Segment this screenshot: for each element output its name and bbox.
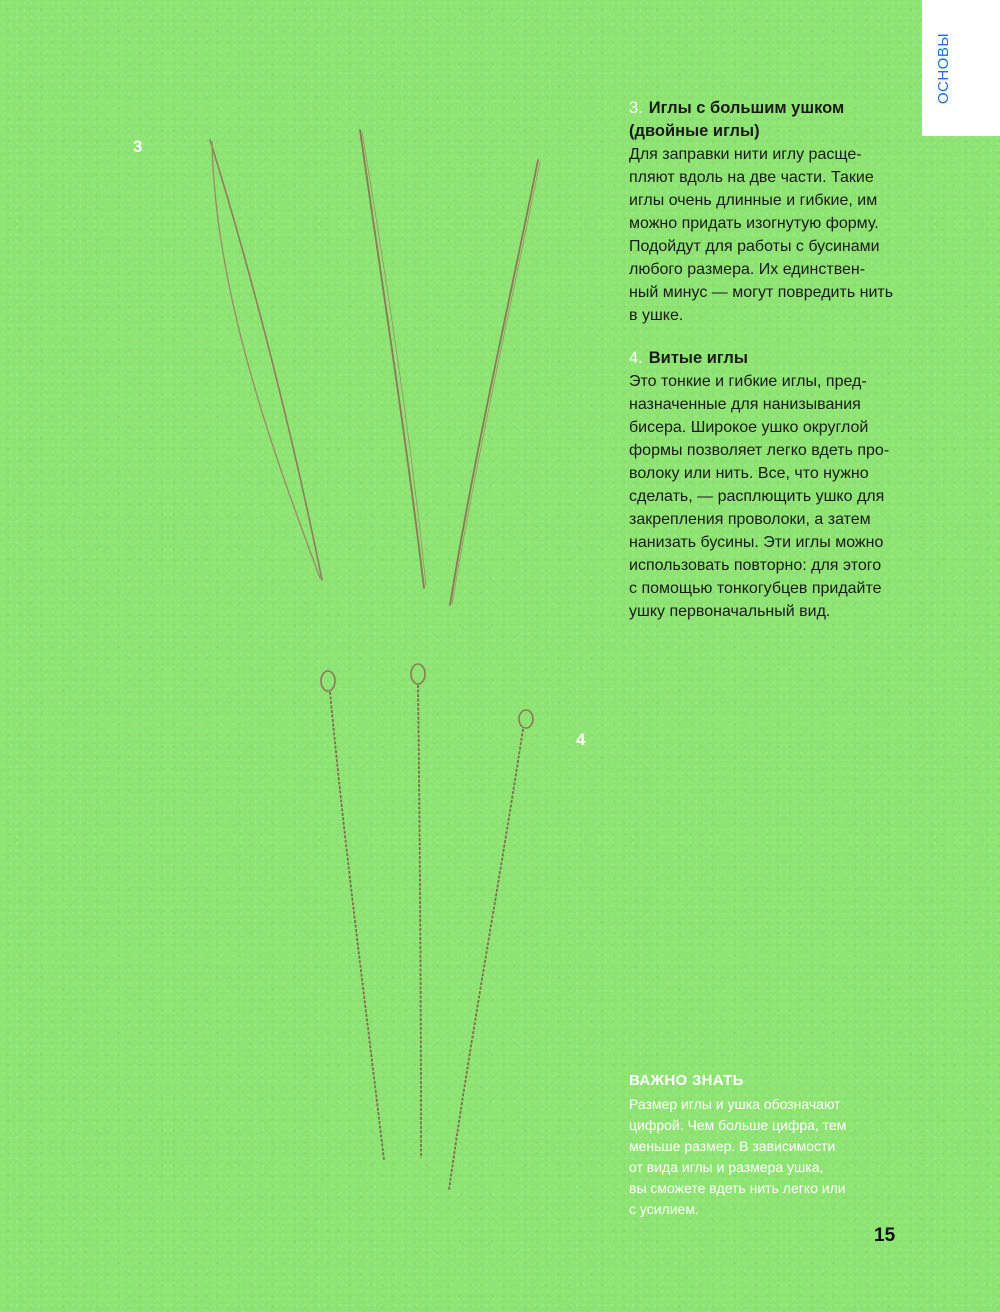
big-eye-needle-1 xyxy=(210,140,322,580)
note-body-line: вы сможете вдеть нить легко или xyxy=(629,1180,846,1196)
section-4-body-line: формы позволяет легко вдеть про- xyxy=(629,442,890,459)
section-3-title-line-2: (двойные иглы) xyxy=(629,122,760,140)
section-4-body-line: волоку или нить. Все, что нужно xyxy=(629,465,869,482)
section-4-title-line-1: Витые иглы xyxy=(648,349,748,367)
section-4-body-line: закрепления проволоки, а затем xyxy=(629,511,871,528)
section-3-body-line: в ушке. xyxy=(629,307,684,324)
section-3-number: 3. xyxy=(629,99,643,117)
section-4-body-line: бисера. Широкое ушко округлой xyxy=(629,419,869,436)
section-3-body-line: Подойдут для работы с бусинами xyxy=(629,238,880,255)
note-body-line: от вида иглы и размера ушка, xyxy=(629,1159,824,1175)
section-3-title-line-1: Иглы с большим ушком xyxy=(648,99,845,117)
note-body-line: Размер иглы и ушка обозначают xyxy=(629,1096,841,1112)
section-3-body-line: Для заправки нити иглу расще- xyxy=(629,146,862,163)
section-4-heading xyxy=(629,347,909,370)
section-4-body-line: нанизать бусины. Эти иглы можно xyxy=(629,534,884,551)
section-3-body-line: любого размера. Их единствен- xyxy=(629,261,866,278)
section-4-body-line: сделать, — расплющить ушко для xyxy=(629,488,885,505)
section-4-body-line: использовать повторно: для этого xyxy=(629,557,882,574)
note-body-line: меньше размер. В зависимости xyxy=(629,1138,836,1154)
figure-label-4: 4 xyxy=(576,730,586,749)
section-3 xyxy=(629,97,909,327)
section-3-body-line: пляют вдоль на две части. Такие xyxy=(629,169,874,186)
section-3-heading xyxy=(629,97,909,143)
figure-label-3: 3 xyxy=(133,137,143,156)
section-3-body-line: иглы очень длинные и гибкие, им xyxy=(629,192,878,209)
section-4-body-line: назначенные для нанизывания xyxy=(629,396,861,413)
section-4-body-line: с помощью тонкогубцев придайте xyxy=(629,580,882,597)
section-4-number: 4. xyxy=(629,349,643,367)
note-body-line: цифрой. Чем больше цифра, тем xyxy=(629,1117,847,1133)
big-eye-needle-3 xyxy=(450,160,540,605)
note-body xyxy=(629,1094,899,1220)
section-4 xyxy=(629,347,909,623)
page-number: 15 xyxy=(874,1225,896,1246)
section-4-body-line: ушку первоначальный вид. xyxy=(629,603,831,620)
section-tab-label: ОСНОВЫ xyxy=(935,32,953,104)
big-eye-needle-2 xyxy=(360,130,426,588)
twisted-needle-2 xyxy=(411,664,425,1158)
section-3-body-line: ный минус — могут повредить нить xyxy=(629,284,894,301)
section-4-body-line: Это тонкие и гибкие иглы, пред- xyxy=(629,373,867,390)
twisted-needle-1 xyxy=(321,671,384,1160)
twisted-needle-3 xyxy=(449,710,533,1190)
section-3-body xyxy=(629,143,909,327)
note-body-line: с усилием. xyxy=(629,1201,699,1217)
note-title: ВАЖНО ЗНАТЬ xyxy=(629,1072,744,1089)
section-4-body xyxy=(629,370,909,623)
section-3-body-line: можно придать изогнутую форму. xyxy=(629,215,879,232)
